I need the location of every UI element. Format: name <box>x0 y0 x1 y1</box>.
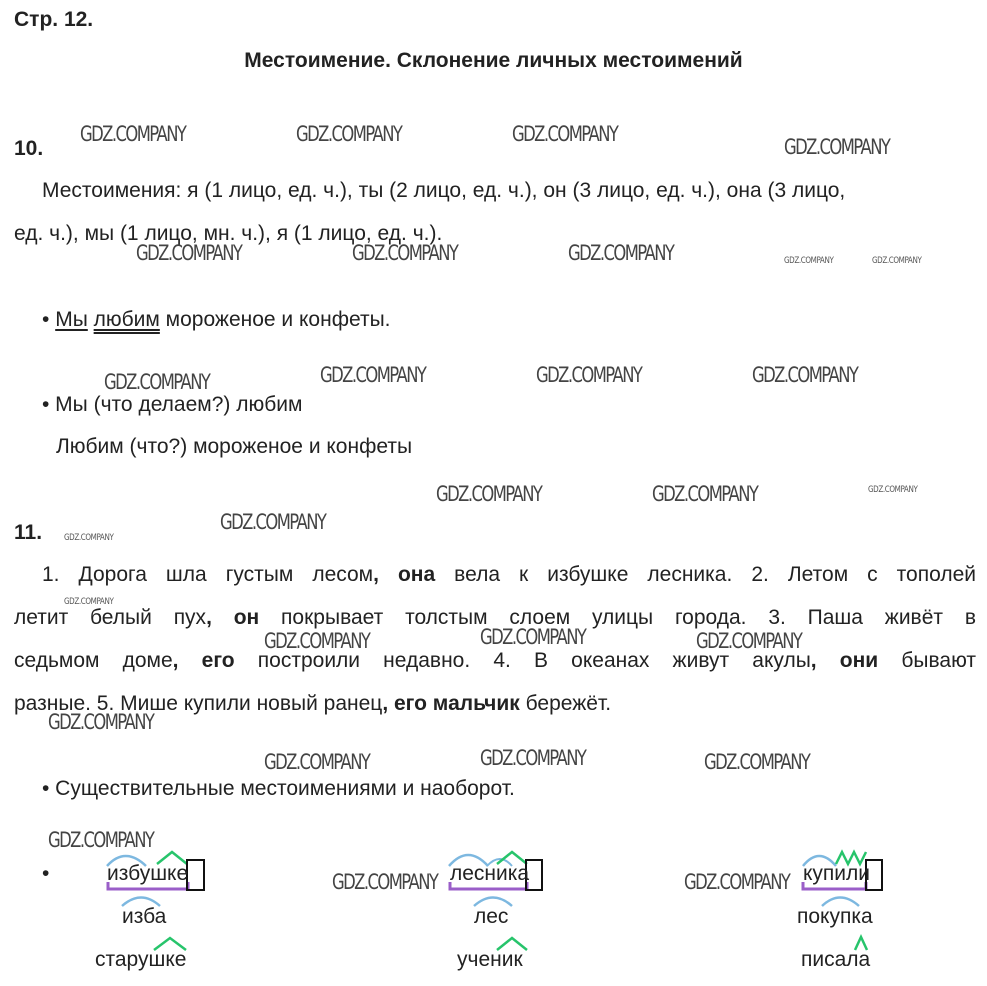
watermark: GDZ.COMPANY <box>220 510 326 534</box>
word-lesnika: лесника <box>450 862 530 885</box>
bullet: • <box>42 308 50 331</box>
watermark: GDZ.COMPANY <box>568 241 674 265</box>
word-izbushke: избушке <box>107 862 189 885</box>
watermark: GDZ.COMPANY <box>436 482 542 506</box>
page-number: Стр. 12. <box>14 8 94 31</box>
word-izba: изба <box>122 905 167 928</box>
watermark: GDZ.COMPANY <box>136 241 242 265</box>
watermark: GDZ.COMPANY <box>104 370 210 394</box>
exercise-10-number: 10. <box>14 137 44 160</box>
topic-title: Местоимение. Склонение личных местоимений <box>244 49 743 72</box>
ex11-line-4: разные. 5. Мише купили новый ранец, его мальчик бережёт. <box>14 692 612 715</box>
watermark-small: GDZ.COMPANY <box>868 485 918 495</box>
watermark: GDZ.COMPANY <box>752 363 858 387</box>
watermark: GDZ.COMPANY <box>332 870 438 894</box>
word-les: лес <box>474 905 509 928</box>
watermark: GDZ.COMPANY <box>296 122 402 146</box>
ex10-line-1: Местоимения: я (1 лицо, ед. ч.), ты (2 лицо, ед. ч.), он (3 лицо, ед. ч.), она (3 лицо, <box>42 179 846 202</box>
word-starushke: старушке <box>95 948 187 971</box>
watermark: GDZ.COMPANY <box>480 746 586 770</box>
watermark: GDZ.COMPANY <box>512 122 618 146</box>
watermark: GDZ.COMPANY <box>48 828 154 852</box>
watermark: GDZ.COMPANY <box>264 629 370 653</box>
ex11-line-2: летит белый пух, он покрывает толстым слоем улицы города. 3. Паша живёт в <box>14 606 976 629</box>
watermark-small: GDZ.COMPANY <box>784 256 834 266</box>
word-uchenik: ученик <box>457 948 523 971</box>
watermark: GDZ.COMPANY <box>320 363 426 387</box>
ex11-line-3: седьмом доме, его построили недавно. 4. В океанах живут акулы, они бывают <box>14 649 976 672</box>
watermark: GDZ.COMPANY <box>352 241 458 265</box>
watermark: GDZ.COMPANY <box>696 629 802 653</box>
watermark: GDZ.COMPANY <box>480 625 586 649</box>
ex10-question-1: • Мы (что делаем?) любим <box>42 393 303 416</box>
watermark: GDZ.COMPANY <box>536 363 642 387</box>
ex10-question-2: Любим (что?) мороженое и конфеты <box>56 435 413 458</box>
ex11-task: • Существительные местоимениями и наоборот. <box>42 777 515 800</box>
watermark-small: GDZ.COMPANY <box>872 256 922 266</box>
word-kupili: купили <box>803 862 871 885</box>
ending-box <box>187 860 204 890</box>
exercise-11-number: 11. <box>14 521 43 544</box>
subject-word: Мы <box>55 308 88 331</box>
ex11-line-1: 1. Дорога шла густым лесом, она вела к избушке лесника. 2. Летом с тополей <box>42 563 976 586</box>
watermark: GDZ.COMPANY <box>80 122 186 146</box>
word-pokupka: покупка <box>797 905 873 928</box>
ex10-line-2: ед. ч.), мы (1 лицо, мн. ч.), я (1 лицо, ед. ч.). <box>14 222 443 245</box>
watermark: GDZ.COMPANY <box>704 750 810 774</box>
word-pisala: писала <box>801 948 871 971</box>
watermark: GDZ.COMPANY <box>652 482 758 506</box>
bullet: • <box>42 862 50 885</box>
sentence-rest: мороженое и конфеты. <box>159 308 391 331</box>
watermark: GDZ.COMPANY <box>48 710 154 734</box>
watermark: GDZ.COMPANY <box>784 135 890 159</box>
watermark: GDZ.COMPANY <box>264 750 370 774</box>
watermark-small: GDZ.COMPANY <box>64 597 114 607</box>
watermark: GDZ.COMPANY <box>684 870 790 894</box>
predicate-word: любим <box>93 308 160 331</box>
watermark-small: GDZ.COMPANY <box>64 533 114 543</box>
